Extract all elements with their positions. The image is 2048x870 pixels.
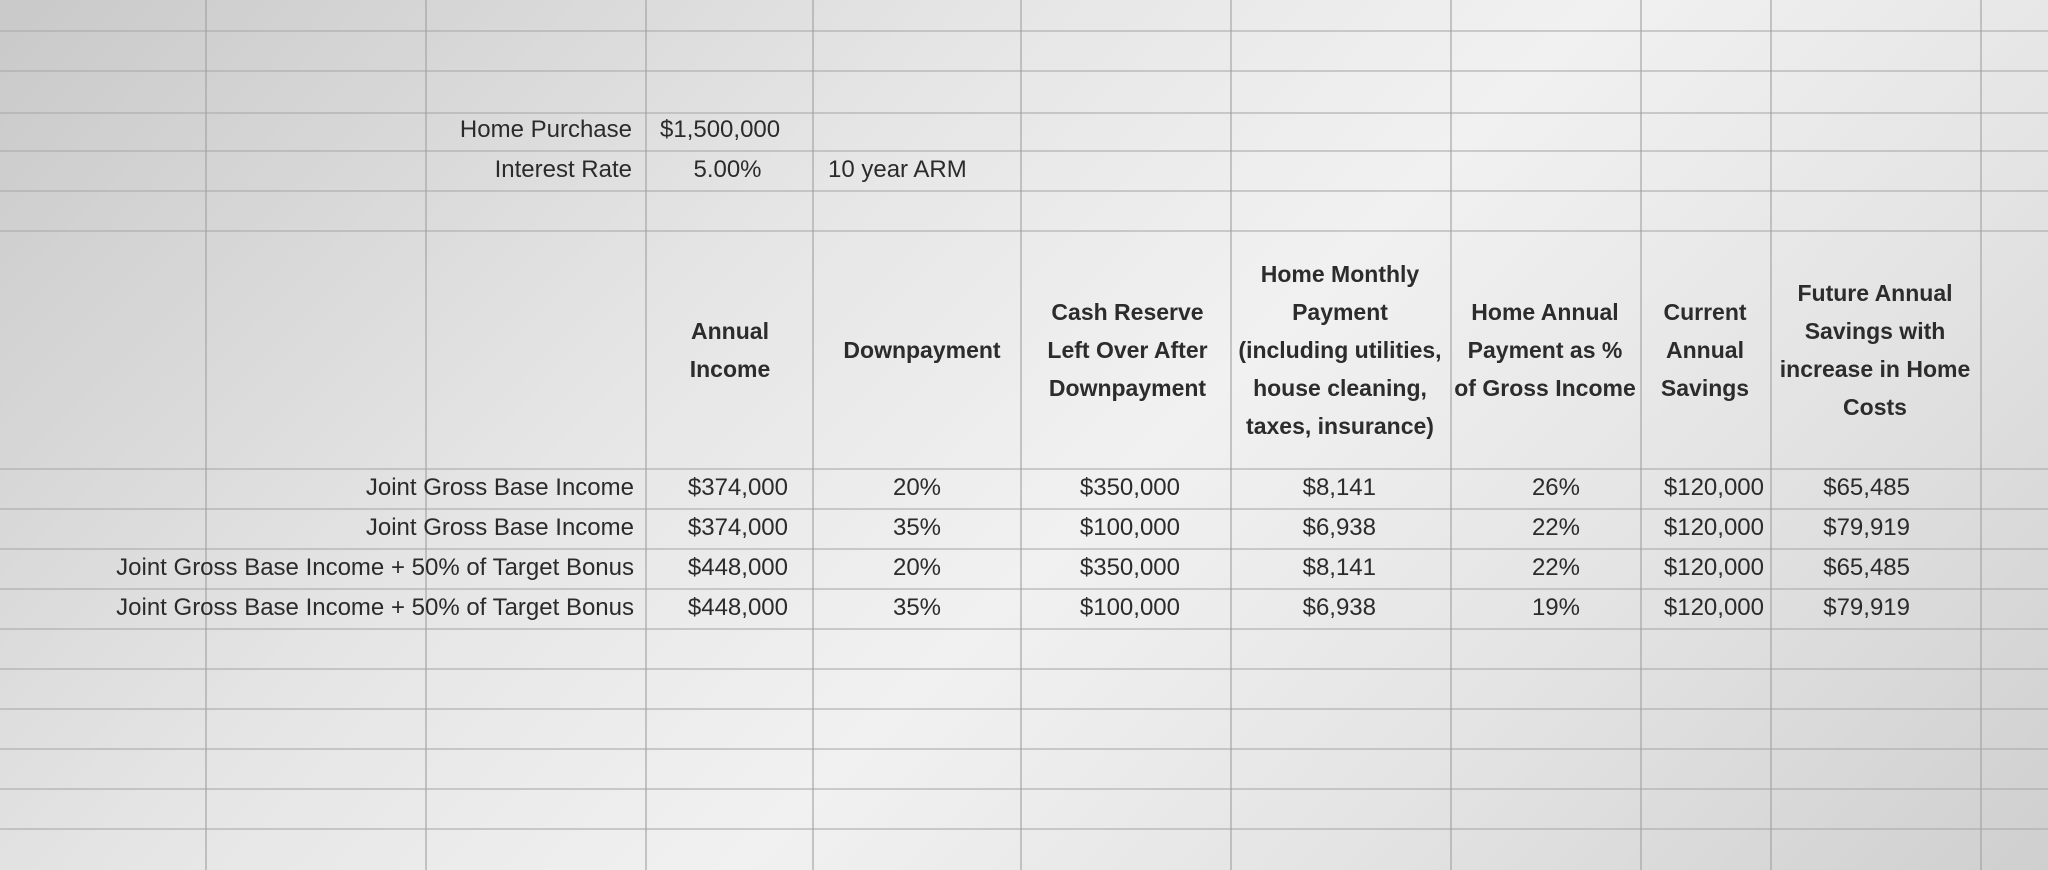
row-gridline [0, 788, 2048, 790]
monthly-payment-cell[interactable]: $6,938 [1302, 514, 1376, 541]
header-home-monthly-payment[interactable]: Home Monthly Payment (including utilities, house cleaning, taxes, insurance) [1238, 261, 1442, 439]
interest-rate-label[interactable]: Interest Rate [494, 156, 632, 183]
row-gridline [0, 30, 2048, 32]
column-gridline [1770, 0, 1772, 870]
row-label[interactable]: Joint Gross Base Income + 50% of Target Bonus [116, 554, 634, 581]
header-downpayment[interactable]: Downpayment [843, 337, 1001, 363]
row-gridline [0, 628, 2048, 630]
cash-reserve-cell[interactable]: $100,000 [1079, 514, 1180, 541]
header-cash-reserve[interactable]: Cash Reserve Left Over After Downpayment [1047, 299, 1208, 401]
header-home-annual-payment-pct[interactable]: Home Annual Payment as % of Gross Income [1454, 299, 1636, 401]
row-gridline [0, 190, 2048, 192]
column-gridline [645, 0, 647, 870]
row-gridline [0, 668, 2048, 670]
annual-income-cell[interactable]: $374,000 [687, 474, 788, 501]
monthly-payment-cell[interactable]: $8,141 [1302, 554, 1376, 581]
column-gridline [1450, 0, 1452, 870]
loan-type-note[interactable]: 10 year ARM [828, 156, 967, 183]
row-label[interactable]: Joint Gross Base Income [365, 474, 634, 501]
cash-reserve-cell[interactable]: $350,000 [1079, 554, 1180, 581]
annual-income-cell[interactable]: $374,000 [687, 514, 788, 541]
monthly-payment-cell[interactable]: $8,141 [1302, 474, 1376, 501]
annual-income-cell[interactable]: $448,000 [687, 594, 788, 621]
cash-reserve-cell[interactable]: $100,000 [1079, 594, 1180, 621]
home-purchase-label[interactable]: Home Purchase [459, 116, 632, 143]
annual-payment-pct-cell[interactable]: 26% [1531, 474, 1580, 501]
downpayment-cell[interactable]: 35% [892, 514, 942, 541]
header-annual-income[interactable]: Annual Income [689, 318, 771, 382]
row-gridline [0, 70, 2048, 72]
header-current-annual-savings[interactable]: Current Annual Savings [1660, 299, 1750, 401]
downpayment-cell[interactable]: 20% [892, 474, 942, 501]
annual-payment-pct-cell[interactable]: 22% [1531, 554, 1580, 581]
current-savings-cell[interactable]: $120,000 [1663, 594, 1764, 621]
annual-income-cell[interactable]: $448,000 [687, 554, 788, 581]
column-gridline [1980, 0, 1982, 870]
future-savings-cell[interactable]: $65,485 [1823, 554, 1910, 581]
current-savings-cell[interactable]: $120,000 [1663, 554, 1764, 581]
row-gridline [0, 748, 2048, 750]
annual-payment-pct-cell[interactable]: 19% [1531, 594, 1580, 621]
future-savings-cell[interactable]: $65,485 [1823, 474, 1910, 501]
header-future-annual-savings[interactable]: Future Annual Savings with increase in Home Costs [1779, 280, 1971, 420]
current-savings-cell[interactable]: $120,000 [1663, 474, 1764, 501]
future-savings-cell[interactable]: $79,919 [1823, 594, 1910, 621]
annual-payment-pct-cell[interactable]: 22% [1531, 514, 1580, 541]
column-gridline [1230, 0, 1232, 870]
downpayment-cell[interactable]: 20% [892, 554, 942, 581]
current-savings-cell[interactable]: $120,000 [1663, 514, 1764, 541]
home-purchase-value[interactable]: $1,500,000 [660, 116, 781, 143]
column-gridline [1640, 0, 1642, 870]
cash-reserve-cell[interactable]: $350,000 [1079, 474, 1180, 501]
row-gridline [0, 112, 2048, 114]
row-gridline [0, 828, 2048, 830]
row-label[interactable]: Joint Gross Base Income [365, 514, 634, 541]
row-label[interactable]: Joint Gross Base Income + 50% of Target Bonus [116, 594, 634, 621]
column-gridline [205, 0, 207, 870]
row-gridline [0, 708, 2048, 710]
future-savings-cell[interactable]: $79,919 [1823, 514, 1910, 541]
interest-rate-value[interactable]: 5.00% [693, 156, 762, 183]
downpayment-cell[interactable]: 35% [892, 594, 942, 621]
monthly-payment-cell[interactable]: $6,938 [1302, 594, 1376, 621]
